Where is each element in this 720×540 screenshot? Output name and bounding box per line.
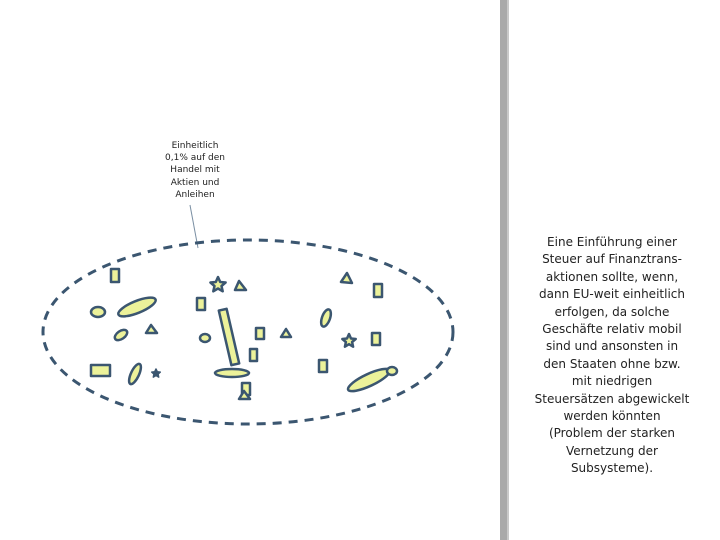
rectangle-shape [219,309,239,365]
ellipse-shape [113,328,129,343]
explanation-text: Eine Einführung einer Steuer auf Finanztrans- aktionen sollte, wenn, dann EU-weit einheitlich erfolgen, da solche Geschäfte relativ mobil sind und ansonsten in den Staaten ohne bzw. mit niedrigen Steuersätzen abgewickelt werden könnten (Problem der starken Vernetzung der Subsysteme). [534,235,690,476]
rectangle-shape [91,365,110,376]
star-icon [152,369,161,377]
ellipse-shape [387,367,397,375]
ellipse-shape [91,307,105,317]
ellipse-shape [346,365,393,395]
rectangle-shape [111,269,119,282]
ellipse-shape [200,334,210,342]
ellipse-shape [319,308,333,328]
rectangle-shape [319,360,327,372]
star-icon [342,334,355,347]
callout-label: Einheitlich 0,1% auf den Handel mit Aktien und Anleihen [165,141,225,200]
triangle-icon [341,273,352,283]
rectangle-shape [197,298,205,310]
ellipse-shape [215,369,249,377]
star-icon [210,277,225,291]
rectangle-shape [372,333,380,345]
vertical-divider-shadow [507,0,509,540]
triangle-icon [281,329,291,337]
rectangle-shape [250,349,257,361]
rectangle-shape [256,328,264,339]
rectangle-shape [374,284,382,297]
ellipse-shape [127,362,144,385]
triangle-icon [235,281,246,290]
triangle-icon [146,325,157,333]
ellipse-shape [116,294,158,320]
